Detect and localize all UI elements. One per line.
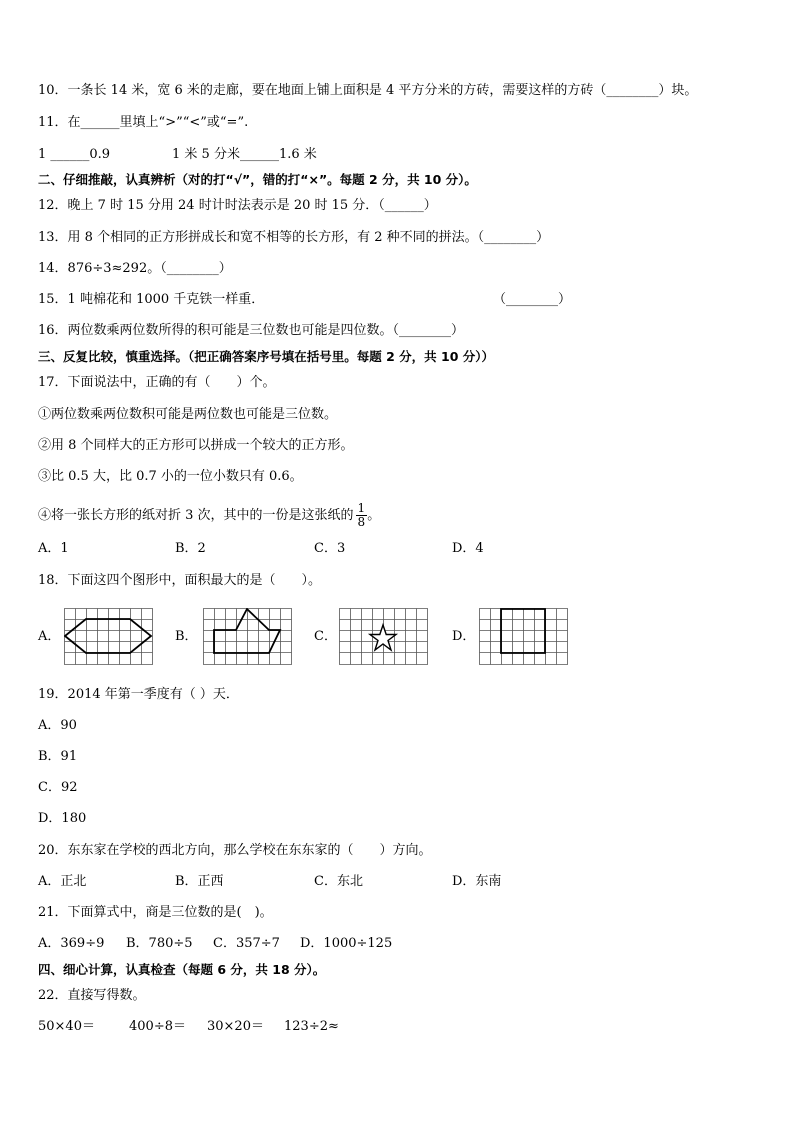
question-17: 17．下面说法中，正确的有（ ）个。 (38, 375, 276, 390)
figure-a-hexagon (64, 608, 153, 665)
q22-item-1: 50×40＝ (38, 1019, 95, 1034)
question-11: 11．在______里填上“>”“<”或“=”. (38, 115, 249, 130)
question-17-statement-4 (38, 496, 380, 536)
question-18: 18．下面这四个图形中，面积最大的是（ ）。 (38, 573, 322, 588)
q22-item-4: 123÷2≈ (284, 1019, 339, 1034)
q21-option-a: A．369÷9 (38, 936, 105, 951)
question-12: 12．晚上 7 时 15 分用 24 时计时法表示是 20 时 15 分．（______） (38, 198, 437, 213)
q20-option-a: A．正北 (38, 874, 87, 889)
question-16: 16．两位数乘两位数所得的积可能是三位数也可能是四位数。（________） (38, 323, 465, 338)
question-11-part-a: 1 ______0.9 (38, 147, 111, 162)
section-4-heading: 四、细心计算，认真检查（每题 6 分，共 18 分）。 (38, 962, 326, 977)
fraction-one-eighth (356, 502, 368, 529)
q17-option-c: C．3 (314, 541, 346, 556)
question-11-part-b: 1 米 5 分米______1.6 米 (172, 147, 317, 162)
question-21: 21．下面算式中，商是三位数的是( )。 (38, 905, 273, 920)
q17-option-d: D．4 (452, 541, 484, 556)
q17-option-a: A．1 (38, 541, 69, 556)
question-13: 13．用 8 个相同的正方形拼成长和宽不相等的长方形，有 2 种不同的拼法。（________） (38, 230, 550, 245)
q19-option-c: C．92 (38, 780, 78, 795)
statement-4-text: ④将一张长方形的纸对折 3 次，其中的一份是这张纸的 (38, 508, 354, 523)
question-15: 15．1 吨棉花和 1000 千克铁一样重． (38, 292, 265, 307)
question-17-statement-1: ①两位数乘两位数积可能是两位数也可能是三位数。 (38, 407, 338, 422)
question-20: 20．东东家在学校的西北方向，那么学校在东东家的（ ）方向。 (38, 843, 432, 858)
q18-option-c: C． (314, 629, 337, 644)
q21-option-d: D．1000÷125 (300, 936, 393, 951)
section-3-heading: 三、反复比较，慎重选择。（把正确答案序号填在括号里。每题 2 分，共 10 分）） (38, 349, 495, 364)
q21-option-b: B．780÷5 (126, 936, 193, 951)
question-14: 14．876÷3≈292。（________） (38, 261, 232, 276)
q18-option-a: A． (38, 629, 61, 644)
q21-option-c: C．357÷7 (213, 936, 280, 951)
question-22: 22．直接写得数。 (38, 988, 146, 1003)
section-2-heading: 二、仔细推敲，认真辨析（对的打“√”，错的打“×”。每题 2 分，共 10 分）。 (38, 172, 477, 187)
q18-option-d: D． (452, 629, 476, 644)
statement-4-end: 。 (367, 508, 381, 523)
figure-c-star (339, 608, 428, 665)
question-17-statement-3: ③比 0.5 大，比 0.7 小的一位小数只有 0.6。 (38, 469, 303, 484)
question-15-blank: （________） (493, 292, 572, 307)
q22-item-3: 30×20＝ (207, 1019, 264, 1034)
q17-option-b: B．2 (175, 541, 206, 556)
q19-option-d: D．180 (38, 811, 87, 826)
q19-option-a: A．90 (38, 718, 77, 733)
figure-b-house (203, 608, 292, 665)
q20-option-d: D．东南 (452, 874, 502, 889)
q22-item-2: 400÷8＝ (129, 1019, 186, 1034)
q18-option-b: B． (175, 629, 198, 644)
question-17-statement-2: ②用 8 个同样大的正方形可以拼成一个较大的正方形。 (38, 438, 354, 453)
fraction-denominator: 8 (357, 515, 366, 529)
figure-d-rectangle (479, 608, 568, 665)
q19-option-b: B．91 (38, 749, 78, 764)
question-19: 19．2014 年第一季度有（ ）天． (38, 687, 239, 702)
q20-option-c: C．东北 (314, 874, 363, 889)
fraction-numerator: 1 (357, 501, 366, 515)
q20-option-b: B．正西 (175, 874, 224, 889)
question-10: 10．一条长 14 米，宽 6 米的走廊，要在地面上铺上面积是 4 平方分米的方砖，需要这样的方砖（________）块。 (38, 83, 698, 98)
